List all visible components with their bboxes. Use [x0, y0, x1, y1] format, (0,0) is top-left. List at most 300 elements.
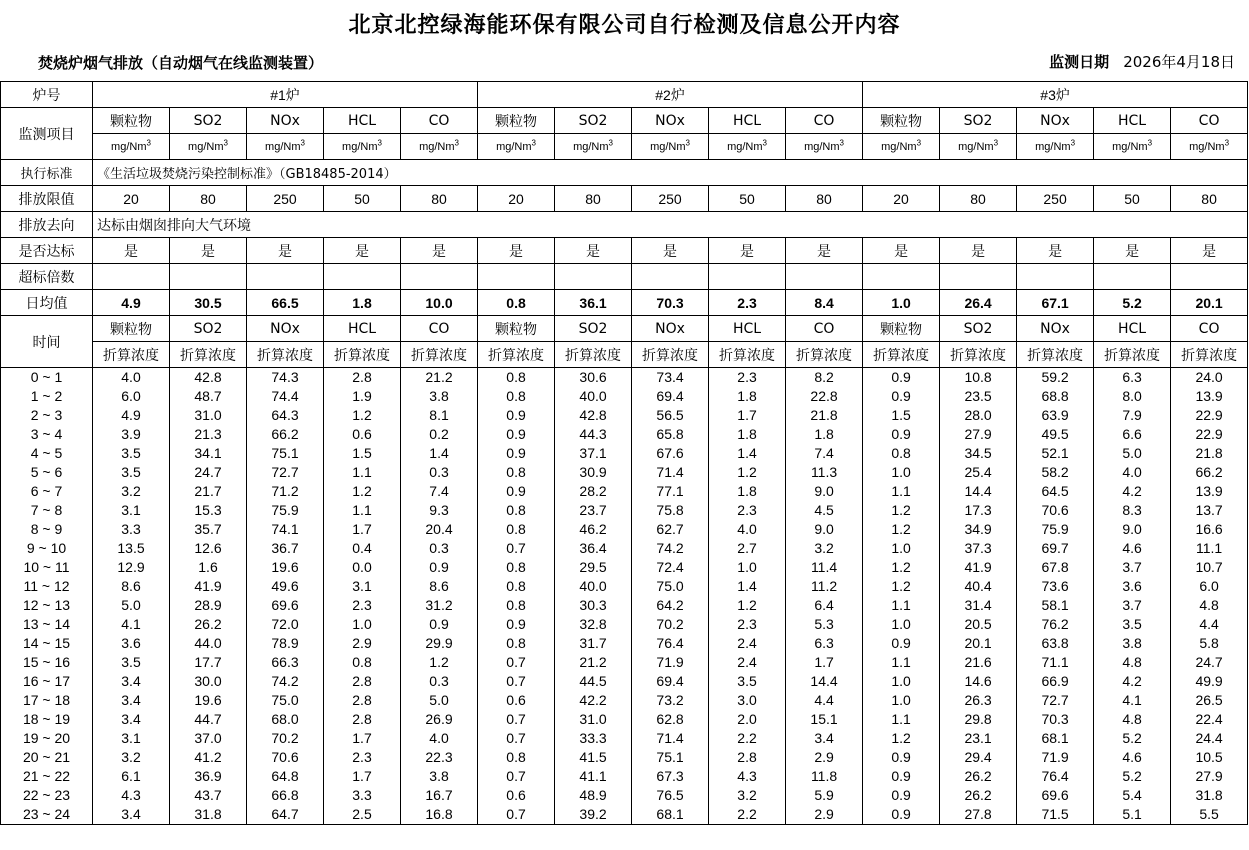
compliant-value: 是	[1094, 238, 1171, 264]
value-cell: 3.4	[93, 672, 170, 691]
table-row	[1, 786, 1248, 805]
value-cell: 15.1	[786, 710, 863, 729]
value-cell: 78.9	[247, 634, 324, 653]
value-cell: 66.9	[1017, 672, 1094, 691]
value-cell: 5.2	[1094, 729, 1171, 748]
table-row	[1, 672, 1248, 691]
value-cell: 1.4	[709, 577, 786, 596]
emission-table	[0, 81, 1248, 825]
value-cell: 1.0	[863, 615, 940, 634]
value-cell: 75.1	[247, 444, 324, 463]
value-cell: 31.0	[555, 710, 632, 729]
value-cell: 29.5	[555, 558, 632, 577]
value-cell: 0.7	[478, 710, 555, 729]
limit-value: 80	[170, 186, 247, 212]
furnace-header: #1炉	[93, 82, 478, 108]
compliant-value: 是	[786, 238, 863, 264]
value-cell: 59.2	[1017, 368, 1094, 388]
value-cell: 35.7	[170, 520, 247, 539]
daily-avg-value: 70.3	[632, 290, 709, 316]
value-cell: 1.8	[709, 482, 786, 501]
value-cell: 8.6	[93, 577, 170, 596]
value-cell: 20.1	[940, 634, 1017, 653]
destination-row	[1, 212, 1248, 238]
value-cell: 29.4	[940, 748, 1017, 767]
value-cell: 0.8	[478, 387, 555, 406]
value-cell: 3.3	[324, 786, 401, 805]
unit-superscript: 3	[916, 137, 922, 147]
unit-cell	[632, 134, 709, 160]
value-cell: 33.3	[555, 729, 632, 748]
value-cell: 8.0	[1094, 387, 1171, 406]
value-cell: 1.8	[709, 425, 786, 444]
value-cell: 70.2	[247, 729, 324, 748]
item-header: HCL	[324, 108, 401, 134]
value-cell: 3.5	[93, 444, 170, 463]
limit-value: 50	[709, 186, 786, 212]
value-cell: 4.3	[709, 767, 786, 786]
table-row	[1, 634, 1248, 653]
value-cell: 36.9	[170, 767, 247, 786]
unit-cell	[1171, 134, 1248, 160]
value-cell: 49.6	[247, 577, 324, 596]
value-cell: 0.9	[478, 406, 555, 425]
value-cell: 22.3	[401, 748, 478, 767]
table-row	[1, 539, 1248, 558]
value-cell: 1.1	[324, 463, 401, 482]
conc-item-header: HCL	[324, 316, 401, 342]
unit-superscript: 3	[531, 137, 536, 147]
exceed-value	[1094, 264, 1171, 290]
value-cell: 7.9	[1094, 406, 1171, 425]
value-cell: 69.6	[247, 596, 324, 615]
value-cell: 41.9	[940, 558, 1017, 577]
value-cell: 0.7	[478, 672, 555, 691]
daily-avg-value: 26.4	[940, 290, 1017, 316]
value-cell: 10.7	[1171, 558, 1248, 577]
value-cell: 5.0	[401, 691, 478, 710]
value-cell: 27.9	[1171, 767, 1248, 786]
value-cell: 1.1	[863, 653, 940, 672]
unit-text: mg/Nm	[342, 140, 378, 153]
date-label: 监测日期	[1049, 53, 1110, 71]
value-cell: 58.1	[1017, 596, 1094, 615]
value-cell: 71.9	[632, 653, 709, 672]
unit-cell	[93, 134, 170, 160]
value-cell: 29.9	[401, 634, 478, 653]
value-cell: 6.6	[1094, 425, 1171, 444]
unit-cell	[555, 134, 632, 160]
unit-text: mg/Nm	[419, 140, 455, 153]
value-cell: 3.2	[93, 482, 170, 501]
value-cell: 3.4	[93, 691, 170, 710]
value-cell: 1.2	[324, 482, 401, 501]
value-cell: 1.7	[324, 767, 401, 786]
value-cell: 30.6	[555, 368, 632, 388]
value-cell: 75.1	[632, 748, 709, 767]
exceed-value	[709, 264, 786, 290]
time-cell: 15 ~ 16	[1, 653, 93, 672]
value-cell: 0.9	[863, 748, 940, 767]
value-cell: 48.7	[170, 387, 247, 406]
conc-label: 折算浓度	[1171, 342, 1248, 368]
value-cell: 0.9	[863, 805, 940, 825]
value-cell: 0.8	[478, 520, 555, 539]
value-cell: 8.1	[401, 406, 478, 425]
time-cell: 20 ~ 21	[1, 748, 93, 767]
value-cell: 0.9	[863, 786, 940, 805]
compliant-value: 是	[324, 238, 401, 264]
unit-text: mg/Nm	[573, 140, 609, 153]
time-cell: 22 ~ 23	[1, 786, 93, 805]
value-cell: 22.9	[1171, 406, 1248, 425]
time-cell: 8 ~ 9	[1, 520, 93, 539]
value-cell: 13.5	[93, 539, 170, 558]
time-cell: 3 ~ 4	[1, 425, 93, 444]
value-cell: 43.7	[170, 786, 247, 805]
daily-avg-value: 20.1	[1171, 290, 1248, 316]
limit-value: 80	[1171, 186, 1248, 212]
time-cell: 23 ~ 24	[1, 805, 93, 825]
value-cell: 6.4	[786, 596, 863, 615]
conc-label: 折算浓度	[247, 342, 324, 368]
value-cell: 1.0	[863, 463, 940, 482]
time-cell: 10 ~ 11	[1, 558, 93, 577]
value-cell: 20.4	[401, 520, 478, 539]
table-row	[1, 691, 1248, 710]
value-cell: 64.7	[247, 805, 324, 825]
value-cell: 1.2	[863, 520, 940, 539]
value-cell: 2.9	[786, 748, 863, 767]
value-cell: 76.2	[1017, 615, 1094, 634]
compliant-value: 是	[478, 238, 555, 264]
value-cell: 66.8	[247, 786, 324, 805]
value-cell: 4.0	[401, 729, 478, 748]
unit-cell	[247, 134, 324, 160]
value-cell: 68.1	[632, 805, 709, 825]
furnace-header: #3炉	[863, 82, 1248, 108]
value-cell: 4.0	[709, 520, 786, 539]
unit-cell	[863, 134, 940, 160]
daily-avg-value: 4.9	[93, 290, 170, 316]
value-cell: 0.6	[324, 425, 401, 444]
value-cell: 22.8	[786, 387, 863, 406]
furnace-header: #2炉	[478, 82, 863, 108]
value-cell: 73.4	[632, 368, 709, 388]
value-cell: 4.8	[1094, 653, 1171, 672]
value-cell: 3.1	[93, 729, 170, 748]
label-standard: 执行标准	[1, 160, 93, 186]
conc-label-row	[1, 342, 1248, 368]
value-cell: 66.3	[247, 653, 324, 672]
value-cell: 2.3	[324, 596, 401, 615]
table-row	[1, 596, 1248, 615]
value-cell: 44.3	[555, 425, 632, 444]
value-cell: 30.3	[555, 596, 632, 615]
value-cell: 3.8	[1094, 634, 1171, 653]
unit-superscript: 3	[608, 137, 613, 147]
unit-superscript: 3	[993, 137, 999, 147]
value-cell: 0.7	[478, 539, 555, 558]
value-cell: 14.4	[940, 482, 1017, 501]
value-cell: 4.8	[1094, 710, 1171, 729]
value-cell: 64.2	[632, 596, 709, 615]
section-subtitle: 焚烧炉烟气排放（自动烟气在线监测装置）	[38, 54, 324, 72]
daily-avg-value: 1.0	[863, 290, 940, 316]
value-cell: 2.4	[709, 653, 786, 672]
value-cell: 34.1	[170, 444, 247, 463]
value-cell: 37.0	[170, 729, 247, 748]
daily-avg-value: 66.5	[247, 290, 324, 316]
item-header: NOx	[247, 108, 324, 134]
value-cell: 12.9	[93, 558, 170, 577]
time-cell: 1 ~ 2	[1, 387, 93, 406]
value-cell: 71.9	[1017, 748, 1094, 767]
item-header: NOx	[1017, 108, 1094, 134]
limit-value: 20	[478, 186, 555, 212]
standard-text: 《生活垃圾焚烧污染控制标准》（GB18485-2014）	[93, 160, 1248, 186]
value-cell: 1.2	[863, 558, 940, 577]
limit-value: 50	[1094, 186, 1171, 212]
value-cell: 76.5	[632, 786, 709, 805]
table-row	[1, 406, 1248, 425]
value-cell: 21.3	[170, 425, 247, 444]
value-cell: 3.1	[93, 501, 170, 520]
value-cell: 10.8	[940, 368, 1017, 388]
value-cell: 6.3	[1094, 368, 1171, 388]
value-cell: 5.9	[786, 786, 863, 805]
value-cell: 0.8	[478, 558, 555, 577]
limit-value: 250	[247, 186, 324, 212]
value-cell: 2.2	[709, 805, 786, 825]
table-row	[1, 501, 1248, 520]
value-cell: 0.0	[324, 558, 401, 577]
value-cell: 31.0	[170, 406, 247, 425]
time-cell: 21 ~ 22	[1, 767, 93, 786]
unit-superscript: 3	[839, 137, 844, 147]
value-cell: 67.3	[632, 767, 709, 786]
value-cell: 1.2	[863, 501, 940, 520]
value-cell: 3.4	[786, 729, 863, 748]
item-row	[1, 108, 1248, 134]
value-cell: 0.7	[478, 805, 555, 825]
value-cell: 2.3	[709, 368, 786, 388]
label-item: 监测项目	[1, 108, 93, 160]
value-cell: 19.6	[247, 558, 324, 577]
value-cell: 1.0	[709, 558, 786, 577]
value-cell: 2.5	[324, 805, 401, 825]
table-row	[1, 368, 1248, 388]
unit-text: mg/Nm	[958, 140, 994, 153]
value-cell: 5.4	[1094, 786, 1171, 805]
value-cell: 3.8	[401, 387, 478, 406]
value-cell: 41.5	[555, 748, 632, 767]
unit-text: mg/Nm	[881, 140, 917, 153]
value-cell: 24.7	[170, 463, 247, 482]
daily-avg-value: 5.2	[1094, 290, 1171, 316]
value-cell: 44.0	[170, 634, 247, 653]
table-row	[1, 615, 1248, 634]
value-cell: 42.8	[555, 406, 632, 425]
time-cell: 9 ~ 10	[1, 539, 93, 558]
conc-label: 折算浓度	[324, 342, 401, 368]
value-cell: 2.8	[324, 710, 401, 729]
value-cell: 49.5	[1017, 425, 1094, 444]
limit-value: 250	[1017, 186, 1094, 212]
value-cell: 3.2	[709, 786, 786, 805]
value-cell: 4.2	[1094, 672, 1171, 691]
conc-item-header: NOx	[632, 316, 709, 342]
compliant-value: 是	[555, 238, 632, 264]
exceed-value	[170, 264, 247, 290]
value-cell: 0.8	[478, 748, 555, 767]
unit-superscript: 3	[146, 137, 151, 147]
value-cell: 41.9	[170, 577, 247, 596]
exceed-value	[324, 264, 401, 290]
label-destination: 排放去向	[1, 212, 93, 238]
daily-avg-value: 30.5	[170, 290, 247, 316]
value-cell: 1.2	[709, 463, 786, 482]
value-cell: 64.3	[247, 406, 324, 425]
daily-avg-value: 8.4	[786, 290, 863, 316]
label-compliant: 是否达标	[1, 238, 93, 264]
unit-superscript: 3	[1224, 137, 1230, 147]
value-cell: 4.1	[1094, 691, 1171, 710]
value-cell: 3.5	[709, 672, 786, 691]
value-cell: 1.0	[324, 615, 401, 634]
unit-row	[1, 134, 1248, 160]
unit-text: mg/Nm	[188, 140, 224, 153]
value-cell: 44.5	[555, 672, 632, 691]
compliant-value: 是	[170, 238, 247, 264]
value-cell: 40.0	[555, 387, 632, 406]
time-cell: 12 ~ 13	[1, 596, 93, 615]
value-cell: 2.8	[324, 672, 401, 691]
value-cell: 2.3	[709, 501, 786, 520]
value-cell: 13.9	[1171, 387, 1248, 406]
item-header: SO2	[170, 108, 247, 134]
value-cell: 21.2	[555, 653, 632, 672]
table-row	[1, 425, 1248, 444]
unit-cell	[170, 134, 247, 160]
value-cell: 3.0	[709, 691, 786, 710]
value-cell: 2.9	[786, 805, 863, 825]
value-cell: 37.1	[555, 444, 632, 463]
time-cell: 11 ~ 12	[1, 577, 93, 596]
item-header: 颗粒物	[93, 108, 170, 134]
value-cell: 1.8	[709, 387, 786, 406]
daily-avg-value: 1.8	[324, 290, 401, 316]
daily-avg-value: 0.8	[478, 290, 555, 316]
value-cell: 0.9	[863, 634, 940, 653]
value-cell: 1.7	[324, 729, 401, 748]
value-cell: 0.8	[863, 444, 940, 463]
value-cell: 64.8	[247, 767, 324, 786]
conc-item-header: HCL	[709, 316, 786, 342]
unit-text: mg/Nm	[1112, 140, 1148, 153]
unit-text: mg/Nm	[496, 140, 532, 153]
value-cell: 4.6	[1094, 539, 1171, 558]
value-cell: 3.2	[786, 539, 863, 558]
value-cell: 3.5	[93, 463, 170, 482]
compliant-value: 是	[1017, 238, 1094, 264]
page-title: 北京北控绿海能环保有限公司自行检测及信息公开内容	[348, 13, 901, 38]
value-cell: 23.1	[940, 729, 1017, 748]
compliant-value: 是	[709, 238, 786, 264]
value-cell: 76.4	[1017, 767, 1094, 786]
value-cell: 0.8	[478, 501, 555, 520]
conc-item-header: 颗粒物	[93, 316, 170, 342]
value-cell: 69.6	[1017, 786, 1094, 805]
value-cell: 27.8	[940, 805, 1017, 825]
value-cell: 71.5	[1017, 805, 1094, 825]
value-cell: 4.6	[1094, 748, 1171, 767]
value-cell: 49.9	[1171, 672, 1248, 691]
table-row	[1, 748, 1248, 767]
time-cell: 18 ~ 19	[1, 710, 93, 729]
item-header: CO	[786, 108, 863, 134]
table-row	[1, 710, 1248, 729]
value-cell: 10.5	[1171, 748, 1248, 767]
exceed-row	[1, 264, 1248, 290]
value-cell: 26.2	[940, 767, 1017, 786]
furnace-row	[1, 82, 1248, 108]
value-cell: 3.4	[93, 710, 170, 729]
value-cell: 11.2	[786, 577, 863, 596]
daily-avg-value: 2.3	[709, 290, 786, 316]
value-cell: 9.3	[401, 501, 478, 520]
value-cell: 0.7	[478, 729, 555, 748]
value-cell: 0.7	[478, 767, 555, 786]
value-cell: 41.2	[170, 748, 247, 767]
limit-value: 50	[324, 186, 401, 212]
value-cell: 41.1	[555, 767, 632, 786]
value-cell: 5.0	[93, 596, 170, 615]
value-cell: 4.9	[93, 406, 170, 425]
exceed-value	[247, 264, 324, 290]
value-cell: 0.6	[478, 691, 555, 710]
value-cell: 52.1	[1017, 444, 1094, 463]
value-cell: 1.5	[324, 444, 401, 463]
value-cell: 28.2	[555, 482, 632, 501]
value-cell: 1.2	[401, 653, 478, 672]
unit-superscript: 3	[454, 137, 459, 147]
value-cell: 63.9	[1017, 406, 1094, 425]
value-cell: 1.1	[324, 501, 401, 520]
value-cell: 71.4	[632, 729, 709, 748]
table-row	[1, 463, 1248, 482]
table-row	[1, 520, 1248, 539]
value-cell: 36.7	[247, 539, 324, 558]
value-cell: 0.3	[401, 463, 478, 482]
value-cell: 16.7	[401, 786, 478, 805]
value-cell: 1.8	[786, 425, 863, 444]
value-cell: 17.7	[170, 653, 247, 672]
item-header: 颗粒物	[863, 108, 940, 134]
value-cell: 70.6	[1017, 501, 1094, 520]
value-cell: 0.4	[324, 539, 401, 558]
time-cell: 4 ~ 5	[1, 444, 93, 463]
item-header: SO2	[555, 108, 632, 134]
value-cell: 9.0	[786, 482, 863, 501]
value-cell: 73.6	[1017, 577, 1094, 596]
value-cell: 0.8	[478, 596, 555, 615]
conc-item-header: SO2	[555, 316, 632, 342]
exceed-value	[401, 264, 478, 290]
value-cell: 8.2	[786, 368, 863, 388]
conc-item-row	[1, 316, 1248, 342]
value-cell: 72.7	[1017, 691, 1094, 710]
